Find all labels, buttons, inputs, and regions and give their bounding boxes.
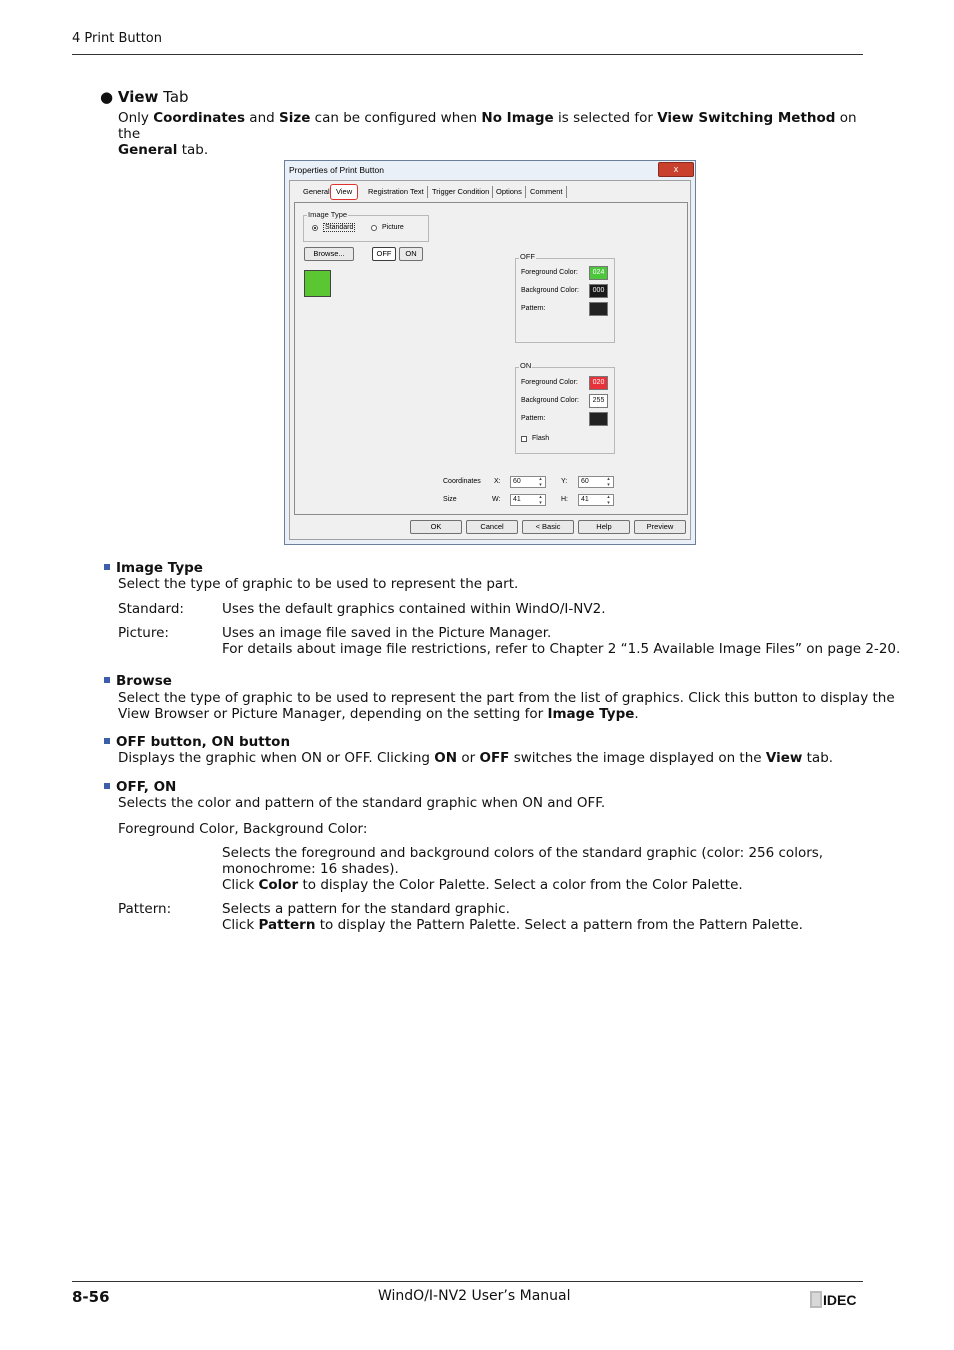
picture-desc-2: For details about image file restrictions, refer to Chapter 2 “1.5 Available Image Files” on page 2-20.: [222, 641, 901, 657]
radio-standard-label: Standard: [325, 224, 354, 231]
image-type-group: [303, 215, 429, 242]
on-fg-color-button[interactable]: 020: [589, 376, 608, 390]
y-input[interactable]: 60 ▴▾: [578, 476, 614, 488]
ok-button[interactable]: OK: [410, 520, 462, 534]
on-pattern-button[interactable]: [589, 412, 608, 426]
x-label: X:: [494, 478, 501, 485]
on-bg-color-button[interactable]: 255: [589, 394, 608, 408]
coordinates-label: Coordinates: [443, 478, 481, 485]
footer-rule: [72, 1281, 863, 1282]
graphic-preview: [304, 270, 331, 297]
off-fg-label: Foreground Color:: [521, 269, 578, 276]
dialog-title: Properties of Print Button: [289, 165, 384, 175]
manual-title: WindO/I-NV2 User’s Manual: [378, 1288, 571, 1304]
pattern-desc-1: Selects a pattern for the standard graphic.: [222, 901, 510, 917]
image-type-title: Image Type: [104, 560, 203, 576]
off-group-label: OFF: [520, 252, 535, 261]
standard-desc: Uses the default graphics contained within WindO/I-NV2.: [222, 601, 606, 617]
flash-label: Flash: [532, 435, 550, 442]
y-label: Y:: [561, 478, 568, 485]
svg-text:IDEC: IDEC: [823, 1292, 857, 1308]
picture-term: Picture:: [118, 625, 169, 641]
pattern-term: Pattern:: [118, 901, 172, 917]
idec-logo: [810, 1291, 864, 1308]
off-bg-color-button[interactable]: 000: [589, 284, 608, 298]
w-input[interactable]: 41 ▴▾: [510, 494, 546, 506]
tab-comment[interactable]: Comment: [527, 186, 567, 198]
flash-checkbox[interactable]: [521, 436, 527, 442]
w-label: W:: [492, 496, 501, 503]
square-bullet-icon: [104, 783, 110, 789]
off-on-button-desc: Displays the graphic when ON or OFF. Clicking ON or OFF switches the image displayed on the View tab.: [118, 750, 834, 766]
off-on-desc: Selects the color and pattern of the standard graphic when ON and OFF.: [118, 795, 606, 811]
x-input[interactable]: 60 ▴▾: [510, 476, 546, 488]
color-desc-2: monochrome: 16 shades).: [222, 861, 399, 877]
browse-button[interactable]: Browse...: [304, 247, 354, 261]
off-button[interactable]: OFF: [372, 247, 396, 261]
square-bullet-icon: [104, 564, 110, 570]
pattern-desc-2: Click Pattern to display the Pattern Palette. Select a pattern from the Pattern Palette.: [222, 917, 803, 933]
bullet-icon: ●: [100, 88, 114, 106]
image-type-desc: Select the type of graphic to be used to represent the part.: [118, 576, 519, 592]
running-header: 4 Print Button: [72, 31, 162, 46]
page-number: 8-56: [72, 1288, 110, 1306]
size-label: Size: [443, 496, 457, 503]
on-pattern-label: Pattern:: [521, 415, 546, 422]
close-button[interactable]: x: [658, 162, 694, 177]
on-bg-label: Background Color:: [521, 397, 579, 404]
view-tab-page: [294, 202, 688, 515]
header-rule: [72, 54, 863, 55]
tab-options[interactable]: Options: [493, 186, 526, 198]
dialog-body: [289, 180, 691, 540]
square-bullet-icon: [104, 677, 110, 683]
basic-button[interactable]: < Basic: [522, 520, 574, 534]
tab-view[interactable]: View: [330, 184, 358, 200]
browse-desc-2: View Browser or Picture Manager, depending on the setting for Image Type.: [118, 706, 639, 722]
h-input[interactable]: 41 ▴▾: [578, 494, 614, 506]
cancel-button[interactable]: Cancel: [466, 520, 518, 534]
browse-desc-1: Select the type of graphic to be used to represent the part from the list of graphics. Click this button to display the: [118, 690, 895, 706]
off-bg-label: Background Color:: [521, 287, 579, 294]
on-fg-label: Foreground Color:: [521, 379, 578, 386]
tab-general[interactable]: General: [300, 186, 334, 198]
picture-desc-1: Uses an image file saved in the Picture Manager.: [222, 625, 552, 641]
image-type-label: Image Type: [308, 210, 348, 219]
off-pattern-button[interactable]: [589, 302, 608, 316]
radio-picture-label: Picture: [382, 224, 404, 231]
square-bullet-icon: [104, 738, 110, 744]
off-on-title: OFF, ON: [104, 779, 176, 795]
tab-registration-text[interactable]: Registration Text: [365, 186, 428, 198]
section-heading: ● View Tab: [100, 88, 189, 106]
tab-trigger-condition[interactable]: Trigger Condition: [429, 186, 493, 198]
color-term: Foreground Color, Background Color:: [118, 821, 368, 837]
browse-title: Browse: [104, 673, 172, 689]
radio-standard[interactable]: [312, 225, 318, 231]
standard-term: Standard:: [118, 601, 184, 617]
color-desc-1: Selects the foreground and background colors of the standard graphic (color: 256 colors,: [222, 845, 824, 861]
preview-button[interactable]: Preview: [634, 520, 686, 534]
off-fg-color-button[interactable]: 024: [589, 266, 608, 280]
help-button[interactable]: Help: [578, 520, 630, 534]
on-group-label: ON: [520, 361, 532, 370]
off-pattern-label: Pattern:: [521, 305, 546, 312]
intro-paragraph: Only Coordinates and Size can be configured when No Image is selected for View Switching Method on the General tab.: [118, 110, 857, 158]
h-label: H:: [561, 496, 568, 503]
on-button[interactable]: ON: [399, 247, 423, 261]
off-on-button-title: OFF button, ON button: [104, 734, 290, 750]
color-desc-3: Click Color to display the Color Palette. Select a color from the Color Palette.: [222, 877, 743, 893]
properties-dialog: [284, 160, 696, 545]
radio-picture[interactable]: [371, 225, 377, 231]
